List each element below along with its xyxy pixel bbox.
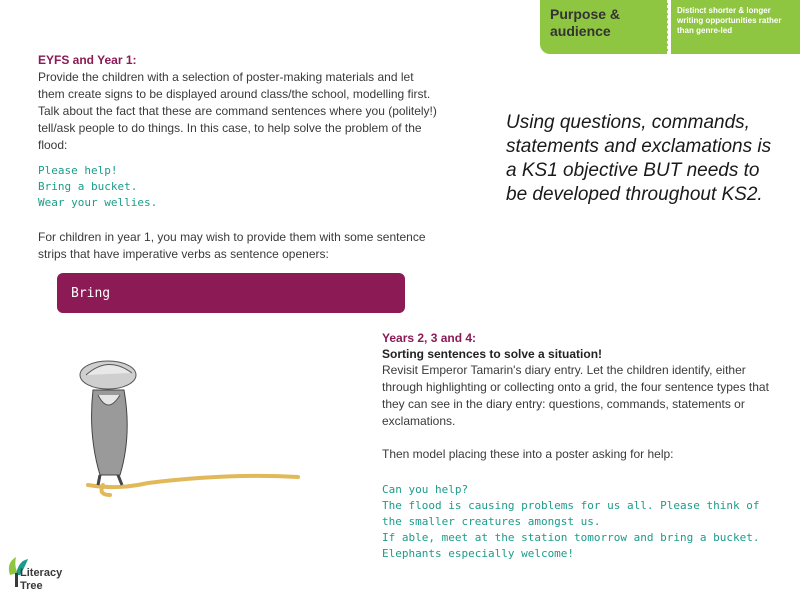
eyfs-handwritten-example [38,163,157,211]
model-paragraph: Then model placing these into a poster asking for help: [382,447,674,461]
year1-paragraph: For children in year 1, you may wish to provide them with some sentence strips that have imperative verbs as sentence openers: [38,230,426,261]
eyfs-heading: EYFS and Year 1: [38,53,137,67]
purpose-audience-tab [540,0,668,54]
sentence-strip [57,273,405,313]
years-paragraph: Revisit Emperor Tamarin's diary entry. Let the children identify, either through highlighting or collecting onto a grid, the four sentence types that they can see in the diary entry: questions, commands, statements or exclamations. [382,363,769,428]
handwritten-line: Wear your wellies. [38,196,158,209]
tamarin-illustration [28,335,328,505]
handwritten-line: If able, meet at the station tomorrow and bring a bucket. [382,531,760,544]
purpose-description: Distinct shorter & longer writing opportunities rather than genre-led [677,6,782,35]
years-heading: Years 2, 3 and 4: [382,331,477,345]
handwritten-line: Can you help? [382,483,469,496]
poster-handwritten-example [382,482,798,562]
eyfs-paragraph: Provide the children with a selection of poster-making materials and let them create signs to be displayed around class/the school, modelling first. Talk about the fact that these are command sentences where you (politely!) tell/ask people to do things. In this case, to help solve the problem of the flood: [38,70,437,152]
handwritten-line: The flood is causing problems for us all. Please think of [382,499,760,512]
callout-text: Using questions, commands, statements and exclamations is a KS1 objective BUT needs to be developed throughout KS2. [506,112,772,205]
sentence-strip-text: Bring [71,286,111,301]
logo-line1: Literacy [20,567,63,579]
handwritten-line: the smaller creatures amongst us. [382,515,601,528]
handwritten-line: Please help! [38,164,118,177]
logo-line2: Tree [20,580,43,592]
purpose-description-tab [671,0,800,54]
logo-text [20,567,62,593]
sorting-heading: Sorting sentences to solve a situation! [382,347,603,361]
purpose-label: Purpose & audience [550,6,621,39]
handwritten-line: Bring a bucket. [38,180,138,193]
handwritten-line: Elephants especially welcome! [382,547,575,560]
